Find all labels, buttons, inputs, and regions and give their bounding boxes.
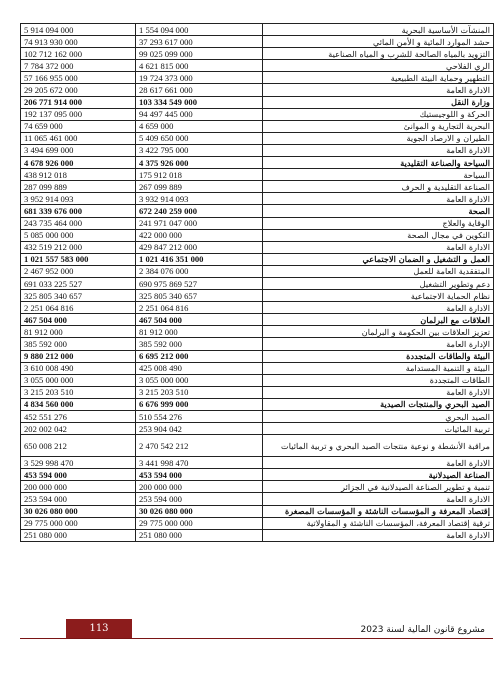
section-row — [21, 505, 494, 517]
row-label: الادارة العامة — [263, 457, 494, 469]
value-credit-commitment: 4 621 815 000 — [136, 60, 263, 72]
section-row — [21, 398, 494, 410]
value-credit-commitment: 510 554 276 — [136, 411, 263, 423]
value-credit-commitment: 2 470 542 212 — [136, 435, 263, 457]
value-credit-payment: 102 712 162 000 — [21, 48, 136, 60]
table-row — [21, 229, 494, 241]
value-credit-payment: 202 002 042 — [21, 423, 136, 435]
value-credit-payment: 11 065 461 000 — [21, 132, 136, 144]
value-credit-commitment: 2 384 076 000 — [136, 265, 263, 277]
value-credit-payment: 2 467 952 000 — [21, 265, 136, 277]
value-credit-payment: 467 504 000 — [21, 314, 136, 326]
row-label: إقتصاد المعرفة و المؤسسات الناشئة و المؤسسات المصغرة — [263, 505, 494, 517]
budget-table — [20, 23, 494, 542]
table-row — [21, 48, 494, 60]
value-credit-commitment: 253 594 000 — [136, 493, 263, 505]
value-credit-payment: 253 594 000 — [21, 493, 136, 505]
row-label: وزارة النقل — [263, 96, 494, 108]
value-credit-payment: 3 952 914 093 — [21, 193, 136, 205]
value-credit-payment: 206 771 914 000 — [21, 96, 136, 108]
section-row — [21, 314, 494, 326]
value-credit-payment: 650 008 212 — [21, 435, 136, 457]
page-footer — [20, 616, 493, 636]
value-credit-commitment: 37 293 617 000 — [136, 36, 263, 48]
value-credit-payment: 200 000 000 — [21, 481, 136, 493]
value-credit-payment: 243 735 464 000 — [21, 217, 136, 229]
value-credit-payment: 452 551 276 — [21, 411, 136, 423]
value-credit-payment: 1 021 557 583 000 — [21, 253, 136, 265]
table-row — [21, 265, 494, 277]
value-credit-payment: 432 519 212 000 — [21, 241, 136, 253]
value-credit-payment: 5 914 094 000 — [21, 24, 136, 36]
value-credit-payment: 325 805 340 657 — [21, 290, 136, 302]
row-label: البحرية التجارية و الموانئ — [263, 120, 494, 132]
table-row — [21, 60, 494, 72]
row-label: الادارة العامة — [263, 386, 494, 398]
value-credit-commitment: 241 971 047 000 — [136, 217, 263, 229]
value-credit-commitment: 3 055 000 000 — [136, 374, 263, 386]
value-credit-payment: 438 912 018 — [21, 169, 136, 181]
value-credit-commitment: 81 912 000 — [136, 326, 263, 338]
row-label: حشد الموارد المائية و الأمن المائي — [263, 36, 494, 48]
table-row — [21, 411, 494, 423]
row-label: الادارة العامة — [263, 144, 494, 156]
row-label: الادارة العامة — [263, 302, 494, 314]
value-credit-commitment: 467 504 000 — [136, 314, 263, 326]
section-row — [21, 157, 494, 169]
section-row — [21, 96, 494, 108]
table-row — [21, 108, 494, 120]
row-label: تعزيز العلاقات بين الحكومة و البرلمان — [263, 326, 494, 338]
row-label: الادارة العامة — [263, 84, 494, 96]
value-credit-payment: 29 775 000 000 — [21, 517, 136, 529]
value-credit-payment: 4 678 926 000 — [21, 157, 136, 169]
table-row — [21, 493, 494, 505]
value-credit-commitment: 103 334 549 000 — [136, 96, 263, 108]
footer-title: مشروع قانون المالية لسنة 2023 — [360, 625, 485, 635]
table-row — [21, 144, 494, 156]
table-row — [21, 217, 494, 229]
row-label: نظام الحماية الاجتماعية — [263, 290, 494, 302]
row-label: المتفقدية العامة للعمل — [263, 265, 494, 277]
table-row — [21, 24, 494, 36]
value-credit-commitment: 2 251 064 816 — [136, 302, 263, 314]
value-credit-commitment: 672 240 259 000 — [136, 205, 263, 217]
value-credit-commitment: 453 594 000 — [136, 469, 263, 481]
value-credit-commitment: 385 592 000 — [136, 338, 263, 350]
budget-table-body — [21, 24, 494, 542]
value-credit-commitment: 4 375 926 000 — [136, 157, 263, 169]
value-credit-payment: 74 913 930 000 — [21, 36, 136, 48]
table-row — [21, 132, 494, 144]
row-label: التزويد بالمياه الصالحة للشرب و المياه الصناعية — [263, 48, 494, 60]
value-credit-payment: 192 137 095 000 — [21, 108, 136, 120]
row-label: العلاقات مع البرلمان — [263, 314, 494, 326]
section-row — [21, 205, 494, 217]
row-label: البيئة والطاقات المتجددة — [263, 350, 494, 362]
value-credit-commitment: 3 441 998 470 — [136, 457, 263, 469]
table-row — [21, 181, 494, 193]
value-credit-commitment: 690 975 869 527 — [136, 277, 263, 289]
value-credit-payment: 251 080 000 — [21, 529, 136, 541]
row-label: الادارة العامة — [263, 493, 494, 505]
table-row — [21, 302, 494, 314]
table-row — [21, 435, 494, 457]
row-label: الادارة العامة — [263, 241, 494, 253]
table-row — [21, 193, 494, 205]
table-row — [21, 120, 494, 132]
row-label: الصيد البحري — [263, 411, 494, 423]
table-row — [21, 326, 494, 338]
value-credit-commitment: 251 080 000 — [136, 529, 263, 541]
section-row — [21, 469, 494, 481]
row-label: الصحة — [263, 205, 494, 217]
value-credit-payment: 2 251 064 816 — [21, 302, 136, 314]
table-row — [21, 290, 494, 302]
table-row — [21, 72, 494, 84]
value-credit-payment: 7 784 372 000 — [21, 60, 136, 72]
value-credit-commitment: 425 008 490 — [136, 362, 263, 374]
row-label: التطهير وحماية البيئة الطبيعية — [263, 72, 494, 84]
value-credit-commitment: 1 021 416 351 000 — [136, 253, 263, 265]
value-credit-payment: 3 494 699 000 — [21, 144, 136, 156]
table-row — [21, 36, 494, 48]
row-label: دعم وتطوير التشغيل — [263, 277, 494, 289]
row-label: التكوين في مجال الصحة — [263, 229, 494, 241]
row-label: الصناعة الصيدلانية — [263, 469, 494, 481]
section-row — [21, 350, 494, 362]
row-label: الادارة العامة — [263, 529, 494, 541]
table-row — [21, 481, 494, 493]
value-credit-commitment: 325 805 340 657 — [136, 290, 263, 302]
value-credit-payment: 385 592 000 — [21, 338, 136, 350]
table-row — [21, 517, 494, 529]
row-label: السياحة والصناعة التقليدية — [263, 157, 494, 169]
row-label: الوقاية والعلاج — [263, 217, 494, 229]
table-row — [21, 241, 494, 253]
table-row — [21, 423, 494, 435]
table-row — [21, 84, 494, 96]
value-credit-commitment: 200 000 000 — [136, 481, 263, 493]
row-label: الادارة العامة — [263, 193, 494, 205]
table-row — [21, 374, 494, 386]
value-credit-payment: 29 205 672 000 — [21, 84, 136, 96]
value-credit-commitment: 30 026 080 000 — [136, 505, 263, 517]
table-row — [21, 277, 494, 289]
row-label: تنمية و تطوير الصناعة الصيدلانية في الجزائر — [263, 481, 494, 493]
value-credit-commitment: 1 554 094 000 — [136, 24, 263, 36]
row-label: الإدارة العامة — [263, 338, 494, 350]
value-credit-commitment: 3 422 795 000 — [136, 144, 263, 156]
value-credit-payment: 3 055 000 000 — [21, 374, 136, 386]
value-credit-payment: 681 339 676 000 — [21, 205, 136, 217]
value-credit-payment: 81 912 000 — [21, 326, 136, 338]
table-row — [21, 338, 494, 350]
value-credit-commitment: 28 617 661 000 — [136, 84, 263, 96]
table-row — [21, 457, 494, 469]
value-credit-commitment: 6 695 212 000 — [136, 350, 263, 362]
value-credit-payment: 4 834 560 000 — [21, 398, 136, 410]
value-credit-payment: 30 026 080 000 — [21, 505, 136, 517]
value-credit-payment: 3 215 203 510 — [21, 386, 136, 398]
row-label: الري الفلاحي — [263, 60, 494, 72]
value-credit-commitment: 267 099 889 — [136, 181, 263, 193]
row-label: العمل و التشغيل و الضمان الاجتماعي — [263, 253, 494, 265]
value-credit-payment: 3 610 008 490 — [21, 362, 136, 374]
value-credit-commitment: 94 497 445 000 — [136, 108, 263, 120]
table-row — [21, 362, 494, 374]
value-credit-commitment: 3 932 914 093 — [136, 193, 263, 205]
value-credit-payment: 287 099 889 — [21, 181, 136, 193]
value-credit-payment: 3 529 998 470 — [21, 457, 136, 469]
value-credit-commitment: 19 724 373 000 — [136, 72, 263, 84]
row-label: الصيد البحري والمنتجات الصيدية — [263, 398, 494, 410]
value-credit-payment: 453 594 000 — [21, 469, 136, 481]
row-label: مراقبة الأنشطة و نوعية منتجات الصيد البحري و تربية المائيات — [263, 435, 494, 457]
page-number-badge: 113 — [66, 619, 132, 638]
value-credit-payment: 74 659 000 — [21, 120, 136, 132]
value-credit-commitment: 3 215 203 510 — [136, 386, 263, 398]
value-credit-commitment: 422 000 000 — [136, 229, 263, 241]
row-label: المنشآت الأساسية البحرية — [263, 24, 494, 36]
table-row — [21, 169, 494, 181]
table-row — [21, 529, 494, 541]
row-label: البيئة و التنمية المستدامة — [263, 362, 494, 374]
budget-sheet — [20, 23, 493, 542]
value-credit-commitment: 175 912 018 — [136, 169, 263, 181]
row-label: ترقية إقتصاد المعرفة، المؤسسات الناشئة و المقاولاتية — [263, 517, 494, 529]
value-credit-commitment: 99 025 099 000 — [136, 48, 263, 60]
value-credit-commitment: 6 676 999 000 — [136, 398, 263, 410]
value-credit-payment: 57 166 955 000 — [21, 72, 136, 84]
value-credit-payment: 691 033 225 527 — [21, 277, 136, 289]
row-label: الحركة و اللوجيستيك — [263, 108, 494, 120]
value-credit-commitment: 429 847 212 000 — [136, 241, 263, 253]
value-credit-commitment: 5 409 650 000 — [136, 132, 263, 144]
row-label: السياحة — [263, 169, 494, 181]
value-credit-payment: 5 085 000 000 — [21, 229, 136, 241]
value-credit-commitment: 4 659 000 — [136, 120, 263, 132]
table-row — [21, 386, 494, 398]
row-label: الصناعة التقليدية و الحرف — [263, 181, 494, 193]
row-label: تربية المائيات — [263, 423, 494, 435]
value-credit-commitment: 29 775 000 000 — [136, 517, 263, 529]
row-label: الطيران و الارصاد الجوية — [263, 132, 494, 144]
row-label: الطاقات المتجددة — [263, 374, 494, 386]
footer-rule — [20, 638, 493, 639]
section-row — [21, 253, 494, 265]
value-credit-commitment: 253 904 042 — [136, 423, 263, 435]
value-credit-payment: 9 880 212 000 — [21, 350, 136, 362]
